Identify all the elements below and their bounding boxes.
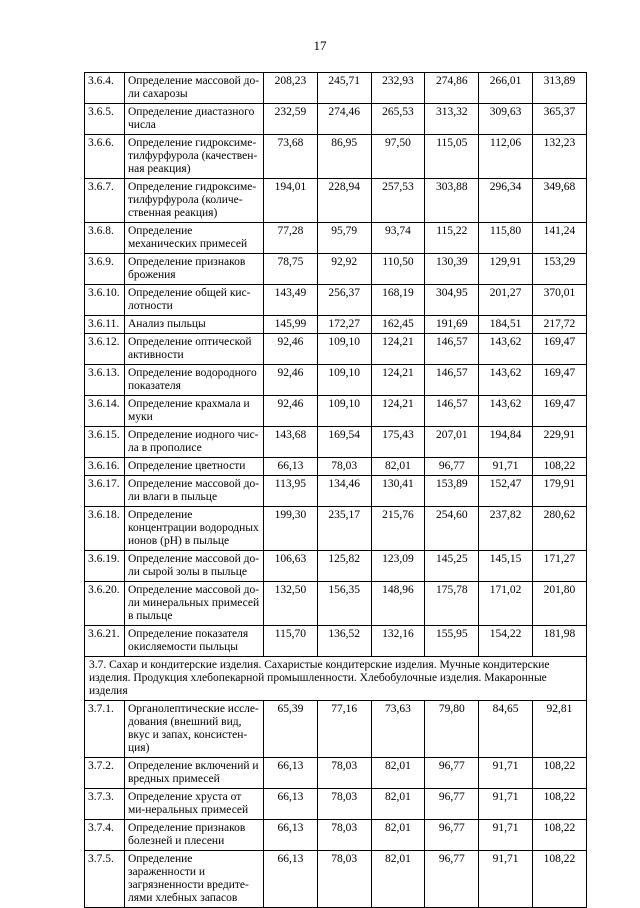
price-value: 191,69	[425, 316, 479, 334]
price-value: 134,46	[317, 476, 371, 507]
price-value: 141,24	[532, 223, 586, 254]
price-value: 256,37	[317, 285, 371, 316]
price-value: 65,39	[264, 701, 318, 758]
row-code: 3.6.19.	[85, 551, 125, 582]
price-value: 91,71	[479, 789, 533, 820]
table-row	[85, 427, 587, 458]
price-value: 108,22	[532, 820, 586, 851]
price-value: 172,27	[317, 316, 371, 334]
price-value: 181,98	[532, 626, 586, 657]
price-value: 84,65	[479, 701, 533, 758]
price-value: 82,01	[371, 851, 425, 908]
price-value: 146,57	[425, 396, 479, 427]
row-code: 3.6.17.	[85, 476, 125, 507]
price-value: 82,01	[371, 458, 425, 476]
table-row	[85, 758, 587, 789]
price-value: 153,29	[532, 254, 586, 285]
table-row	[85, 820, 587, 851]
row-name: Определение концентрации водородных ионов (рН) в пыльце	[125, 507, 264, 551]
row-name: Определение массовой до-ли сырой золы в пыльце	[125, 551, 264, 582]
price-value: 124,21	[371, 334, 425, 365]
table-body-b	[85, 701, 587, 908]
price-value: 304,95	[425, 285, 479, 316]
row-name: Определение крахмала и муки	[125, 396, 264, 427]
price-value: 130,41	[371, 476, 425, 507]
price-value: 232,59	[264, 104, 318, 135]
price-value: 109,10	[317, 396, 371, 427]
price-value: 146,57	[425, 365, 479, 396]
price-value: 156,35	[317, 582, 371, 626]
row-code: 3.7.4.	[85, 820, 125, 851]
price-value: 66,13	[264, 758, 318, 789]
price-value: 96,77	[425, 820, 479, 851]
price-value: 112,06	[479, 135, 533, 179]
price-value: 92,46	[264, 334, 318, 365]
table-row	[85, 476, 587, 507]
price-value: 370,01	[532, 285, 586, 316]
table-row	[85, 458, 587, 476]
price-value: 66,13	[264, 789, 318, 820]
price-value: 194,01	[264, 179, 318, 223]
price-value: 73,63	[371, 701, 425, 758]
price-value: 132,50	[264, 582, 318, 626]
price-value: 124,21	[371, 365, 425, 396]
price-value: 96,77	[425, 458, 479, 476]
price-value: 229,91	[532, 427, 586, 458]
price-value: 97,50	[371, 135, 425, 179]
section-title: 3.7. Сахар и кондитерские изделия. Сахаристые кондитерские изделия. Мучные кондитерские изделия. Продукция хлебопекарной промышленности. Хлебобулочные изделия. Макаронные изделия	[85, 657, 587, 701]
price-value: 152,47	[479, 476, 533, 507]
table-row	[85, 507, 587, 551]
price-value: 86,95	[317, 135, 371, 179]
price-value: 78,03	[317, 851, 371, 908]
price-value: 208,23	[264, 73, 318, 104]
price-value: 143,62	[479, 365, 533, 396]
price-value: 145,25	[425, 551, 479, 582]
price-value: 92,46	[264, 396, 318, 427]
table-row	[85, 316, 587, 334]
row-code: 3.7.5.	[85, 851, 125, 908]
price-value: 108,22	[532, 458, 586, 476]
price-value: 169,47	[532, 365, 586, 396]
price-value: 78,03	[317, 820, 371, 851]
row-code: 3.7.2.	[85, 758, 125, 789]
price-value: 280,62	[532, 507, 586, 551]
price-value: 154,22	[479, 626, 533, 657]
price-value: 132,16	[371, 626, 425, 657]
price-value: 66,13	[264, 820, 318, 851]
price-value: 108,22	[532, 758, 586, 789]
table-row	[85, 626, 587, 657]
price-value: 77,16	[317, 701, 371, 758]
row-code: 3.6.8.	[85, 223, 125, 254]
price-value: 78,03	[317, 458, 371, 476]
price-value: 129,91	[479, 254, 533, 285]
row-code: 3.6.6.	[85, 135, 125, 179]
table-row	[85, 701, 587, 758]
price-value: 153,89	[425, 476, 479, 507]
price-value: 175,43	[371, 427, 425, 458]
price-value: 168,19	[371, 285, 425, 316]
price-value: 110,50	[371, 254, 425, 285]
price-value: 171,02	[479, 582, 533, 626]
row-name: Определение показателя окисляемости пыльцы	[125, 626, 264, 657]
row-code: 3.6.10.	[85, 285, 125, 316]
price-value: 274,46	[317, 104, 371, 135]
price-value: 92,81	[532, 701, 586, 758]
price-value: 143,49	[264, 285, 318, 316]
price-value: 66,13	[264, 851, 318, 908]
price-value: 82,01	[371, 758, 425, 789]
price-value: 93,74	[371, 223, 425, 254]
section-header	[85, 657, 587, 701]
row-code: 3.6.5.	[85, 104, 125, 135]
row-code: 3.6.20.	[85, 582, 125, 626]
price-value: 235,17	[317, 507, 371, 551]
price-value: 309,63	[479, 104, 533, 135]
row-code: 3.6.18.	[85, 507, 125, 551]
price-value: 201,80	[532, 582, 586, 626]
table-row	[85, 851, 587, 908]
price-value: 169,54	[317, 427, 371, 458]
price-value: 237,82	[479, 507, 533, 551]
price-value: 257,53	[371, 179, 425, 223]
row-name: Определение цветности	[125, 458, 264, 476]
price-value: 143,62	[479, 334, 533, 365]
price-value: 207,01	[425, 427, 479, 458]
table-row	[85, 254, 587, 285]
row-code: 3.6.7.	[85, 179, 125, 223]
price-value: 148,96	[371, 582, 425, 626]
row-code: 3.6.12.	[85, 334, 125, 365]
price-value: 179,91	[532, 476, 586, 507]
price-value: 92,92	[317, 254, 371, 285]
price-value: 171,27	[532, 551, 586, 582]
price-value: 73,68	[264, 135, 318, 179]
row-name: Определение общей кис-лотности	[125, 285, 264, 316]
table-row	[85, 73, 587, 104]
table-row	[85, 135, 587, 179]
row-name: Определение признаков болезней и плесени	[125, 820, 264, 851]
price-value: 215,76	[371, 507, 425, 551]
price-value: 184,51	[479, 316, 533, 334]
price-value: 265,53	[371, 104, 425, 135]
price-value: 245,71	[317, 73, 371, 104]
price-value: 109,10	[317, 334, 371, 365]
row-name: Определение диастазного числа	[125, 104, 264, 135]
row-code: 3.6.13.	[85, 365, 125, 396]
price-value: 228,94	[317, 179, 371, 223]
price-value: 162,45	[371, 316, 425, 334]
price-value: 115,80	[479, 223, 533, 254]
price-value: 143,62	[479, 396, 533, 427]
price-value: 130,39	[425, 254, 479, 285]
row-code: 3.6.21.	[85, 626, 125, 657]
price-value: 145,99	[264, 316, 318, 334]
price-value: 136,52	[317, 626, 371, 657]
price-value: 143,68	[264, 427, 318, 458]
row-name: Определение массовой до-ли сахарозы	[125, 73, 264, 104]
row-name: Определение хруста от ми-неральных примесей	[125, 789, 264, 820]
row-code: 3.6.15.	[85, 427, 125, 458]
price-value: 303,88	[425, 179, 479, 223]
price-value: 132,23	[532, 135, 586, 179]
price-value: 108,22	[532, 851, 586, 908]
price-value: 201,27	[479, 285, 533, 316]
price-value: 91,71	[479, 851, 533, 908]
price-value: 123,09	[371, 551, 425, 582]
row-name: Анализ пыльцы	[125, 316, 264, 334]
row-code: 3.6.16.	[85, 458, 125, 476]
price-value: 95,79	[317, 223, 371, 254]
row-name: Определение водородного показателя	[125, 365, 264, 396]
table-body-a	[85, 73, 587, 657]
price-value: 125,82	[317, 551, 371, 582]
row-code: 3.6.4.	[85, 73, 125, 104]
price-value: 66,13	[264, 458, 318, 476]
price-value: 96,77	[425, 758, 479, 789]
price-value: 194,84	[479, 427, 533, 458]
row-code: 3.6.11.	[85, 316, 125, 334]
price-value: 92,46	[264, 365, 318, 396]
row-code: 3.6.14.	[85, 396, 125, 427]
section-row	[85, 657, 587, 701]
row-name: Определение массовой до-ли минеральных примесей в пыльце	[125, 582, 264, 626]
table-row	[85, 223, 587, 254]
row-name: Определение механических примесей	[125, 223, 264, 254]
row-name: Определение признаков брожения	[125, 254, 264, 285]
table-row	[85, 365, 587, 396]
row-code: 3.6.9.	[85, 254, 125, 285]
price-value: 232,93	[371, 73, 425, 104]
price-value: 96,77	[425, 789, 479, 820]
table-row	[85, 582, 587, 626]
table-row	[85, 285, 587, 316]
row-name: Определение гидроксиме-тилфурфурола (качествен-ная реакция)	[125, 135, 264, 179]
price-value: 124,21	[371, 396, 425, 427]
table-row	[85, 551, 587, 582]
row-name: Определение включений и вредных примесей	[125, 758, 264, 789]
price-value: 365,37	[532, 104, 586, 135]
row-name: Определение гидроксиме-тилфурфурола (количе-ственная реакция)	[125, 179, 264, 223]
price-value: 82,01	[371, 820, 425, 851]
price-value: 77,28	[264, 223, 318, 254]
table-row	[85, 104, 587, 135]
price-value: 155,95	[425, 626, 479, 657]
price-value: 91,71	[479, 758, 533, 789]
price-value: 313,32	[425, 104, 479, 135]
price-value: 274,86	[425, 73, 479, 104]
price-value: 313,89	[532, 73, 586, 104]
row-name: Определение массовой до-ли влаги в пыльце	[125, 476, 264, 507]
table-row	[85, 789, 587, 820]
price-value: 78,75	[264, 254, 318, 285]
price-value: 79,80	[425, 701, 479, 758]
price-value: 91,71	[479, 820, 533, 851]
price-value: 106,63	[264, 551, 318, 582]
price-value: 109,10	[317, 365, 371, 396]
price-value: 108,22	[532, 789, 586, 820]
row-code: 3.7.1.	[85, 701, 125, 758]
price-value: 296,34	[479, 179, 533, 223]
price-value: 266,01	[479, 73, 533, 104]
price-value: 254,60	[425, 507, 479, 551]
price-value: 78,03	[317, 758, 371, 789]
row-name: Определение оптической активности	[125, 334, 264, 365]
price-value: 199,30	[264, 507, 318, 551]
price-value: 82,01	[371, 789, 425, 820]
row-name: Определение зараженности и загрязненности вредите-лями хлебных запасов	[125, 851, 264, 908]
row-code: 3.7.3.	[85, 789, 125, 820]
price-value: 145,15	[479, 551, 533, 582]
price-value: 169,47	[532, 334, 586, 365]
price-value: 113,95	[264, 476, 318, 507]
table-row	[85, 179, 587, 223]
price-value: 115,22	[425, 223, 479, 254]
price-value: 91,71	[479, 458, 533, 476]
price-table	[84, 72, 587, 908]
price-value: 349,68	[532, 179, 586, 223]
row-name: Определение иодного чис-ла в прополисе	[125, 427, 264, 458]
price-value: 96,77	[425, 851, 479, 908]
price-value: 175,78	[425, 582, 479, 626]
price-value: 115,70	[264, 626, 318, 657]
price-value: 217,72	[532, 316, 586, 334]
price-value: 169,47	[532, 396, 586, 427]
price-value: 78,03	[317, 789, 371, 820]
price-value: 115,05	[425, 135, 479, 179]
price-value: 146,57	[425, 334, 479, 365]
page-number: 17	[313, 38, 327, 53]
table-row	[85, 334, 587, 365]
row-name: Органолептические иссле-дования (внешний вид, вкус и запах, консистен-ция)	[125, 701, 264, 758]
table-row	[85, 396, 587, 427]
